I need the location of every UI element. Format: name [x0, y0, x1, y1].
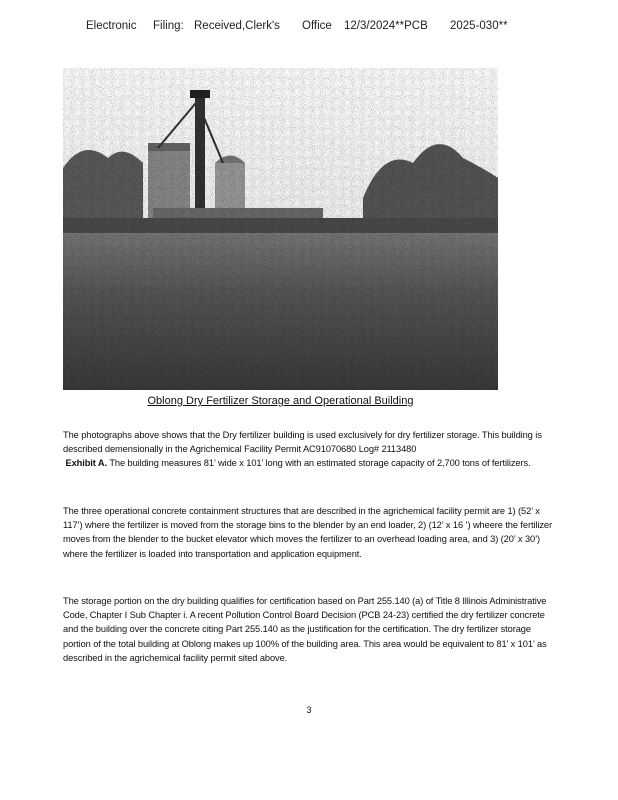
paragraph-1-rest: The building measures 81’ wide x 101’ long with an estimated storage capacity of 2,700 tons of fertilizers.: [107, 458, 531, 469]
header-date: 12/3/2024**PCB: [344, 20, 428, 32]
paragraph-containment-structures: The three operational concrete containment structures that are described in the agrichemical facility permit are 1) (52’ x 117’) where the fertilizer is moved from the storage bins to the blender by an end loader, 2) (12’ x 16 ’) wheere the fertilizer moves from the blender to the bucket elevator which moves the fertilizer to an overhead loading area, and 3) (20’ x 30’) where the fertilizer is loaded into transportation and application equipment.: [63, 506, 552, 559]
header-docket: 2025-030**: [450, 20, 508, 32]
exhibit-a-label: Exhibit A.: [65, 458, 108, 469]
paragraph-1-text: The photographs above shows that the Dry fertilizer building is used exclusively for dry fertilizer storage. This building is described demensionally in the Agrichemical Facility Permit AC91070680 Log# 2113480: [63, 430, 542, 455]
building-photo: [63, 68, 498, 390]
building-photo-image: [63, 68, 498, 390]
paragraph-certification: The storage portion on the dry building qualifies for certification based on Part 255.140 (a) of Title 8 Illinois Administrative Code, Chapter I Sub Chapter i. A recent Pollution Control Board Decision (PCB 24-23) certified the dry fertilizer concrete and the building over the concrete citing Part 255.140 as the justification for the certification. The dry fertilizer storage portion of the total building at Oblong makes up 100% of the building area. This area would be equivalent to 81’ x 101’ as described in the agrichemical facility permit sited above.: [63, 596, 547, 663]
filing-header: [0, 20, 618, 36]
header-electronic: Electronic: [86, 20, 137, 32]
page-number: 3: [306, 705, 312, 715]
header-filing: Filing:: [153, 20, 184, 32]
header-received: Received,Clerk's: [194, 20, 280, 32]
header-office: Office: [302, 20, 332, 32]
photo-caption: Oblong Dry Fertilizer Storage and Operational Building: [147, 395, 414, 407]
paragraph-building-description: [63, 428, 555, 471]
